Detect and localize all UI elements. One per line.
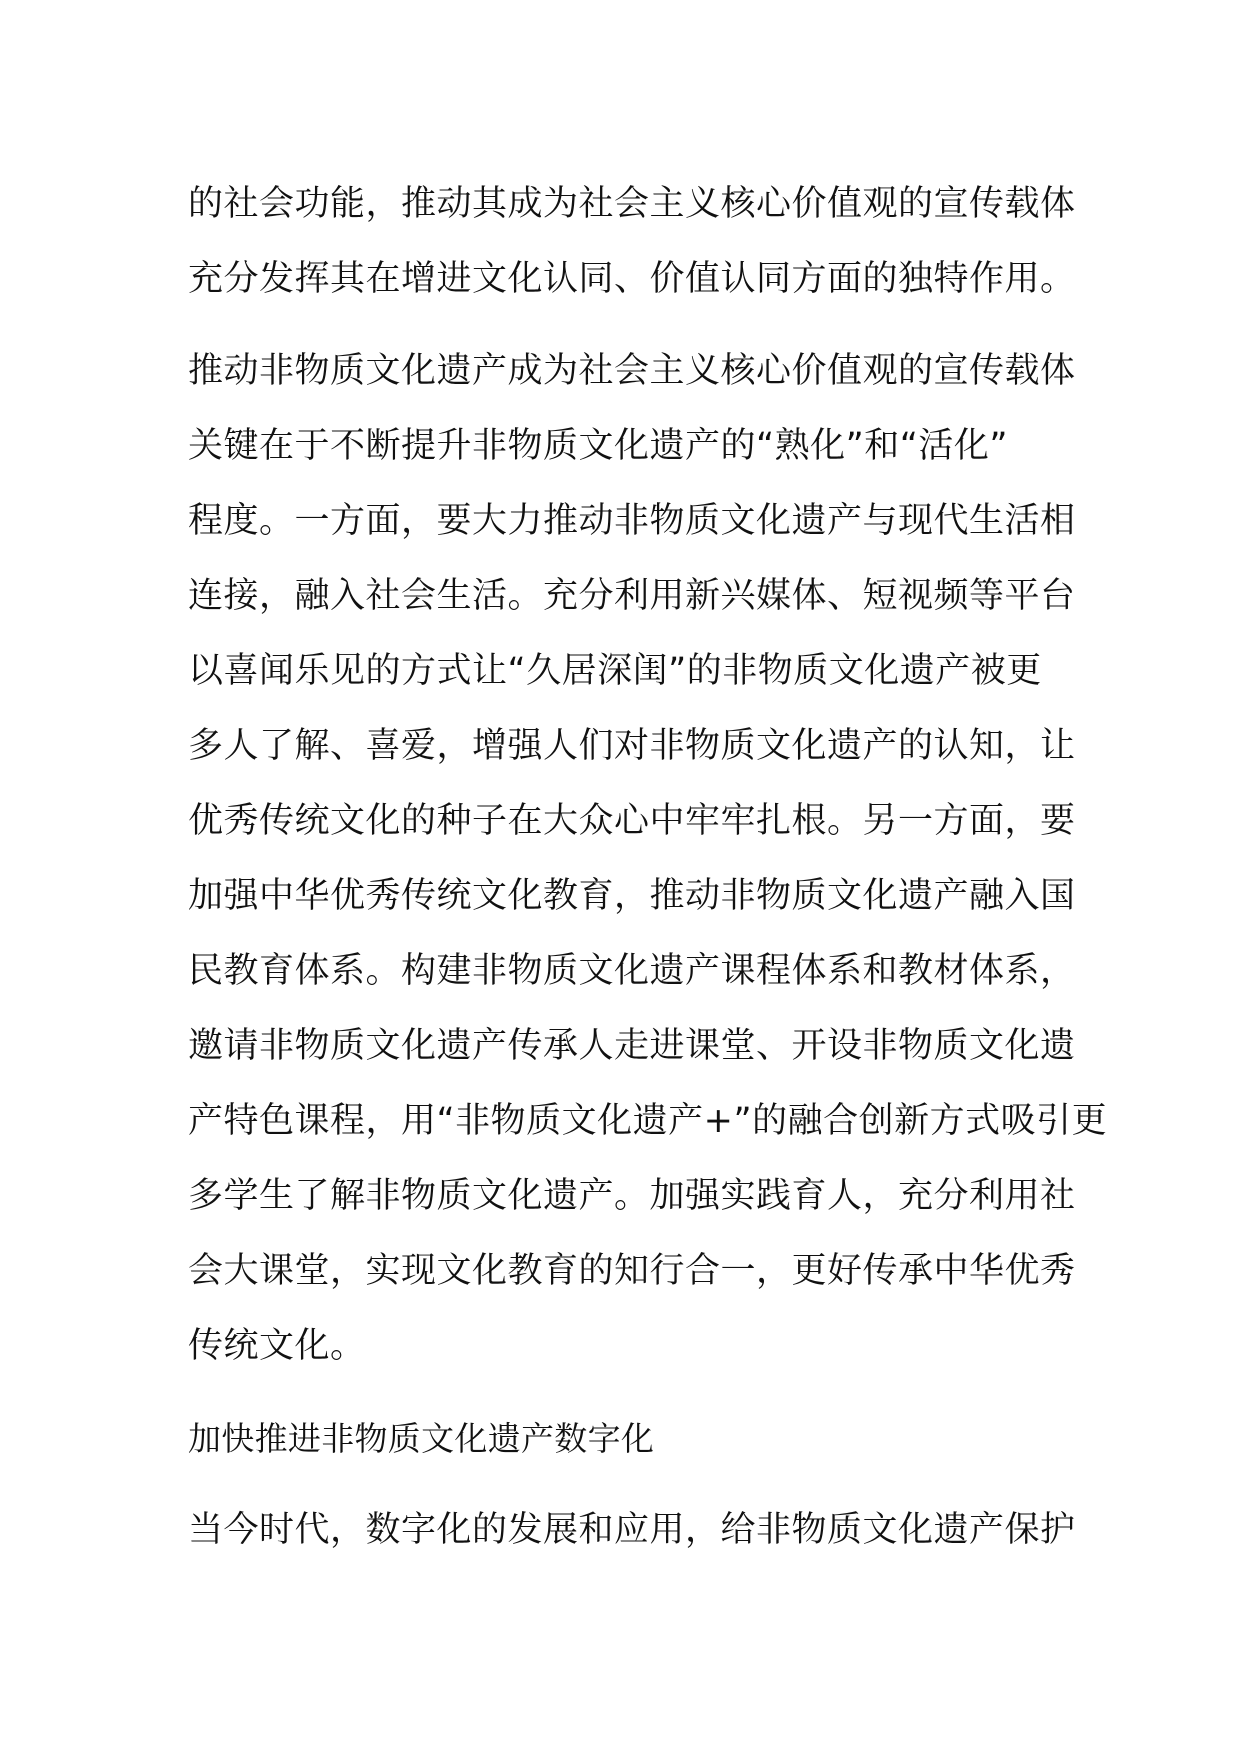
paragraph-line: 当今时代，数字化的发展和应用，给非物质文化遗产保护 — [188, 1510, 1076, 1550]
paragraph-line: 程度。一方面，要大力推动非物质文化遗产与现代生活相 — [188, 501, 1076, 541]
paragraph-line: 产特色课程，用“非物质文化遗产+”的融合创新方式吸引更 — [188, 1101, 1108, 1141]
paragraph-line: 关键在于不断提升非物质文化遗产的“熟化”和“活化” — [188, 426, 1009, 466]
paragraph-line: 充分发挥其在增进文化认同、价值认同方面的独特作用。 — [188, 259, 1076, 299]
paragraph-line: 以喜闻乐见的方式让“久居深闺”的非物质文化遗产被更 — [188, 651, 1042, 691]
paragraph-line: 推动非物质文化遗产成为社会主义核心价值观的宣传载体 — [188, 351, 1076, 391]
paragraph-line: 传统文化。 — [188, 1326, 366, 1366]
paragraph-line: 优秀传统文化的种子在大众心中牢牢扎根。另一方面，要 — [188, 801, 1076, 841]
section-heading: 加快推进非物质文化遗产数字化 — [188, 1419, 655, 1458]
document-body — [188, 167, 1108, 1568]
paragraph-line: 民教育体系。构建非物质文化遗产课程体系和教材体系， — [188, 951, 1076, 991]
paragraph-line: 的社会功能，推动其成为社会主义核心价值观的宣传载体 — [188, 184, 1076, 224]
paragraph-line: 加强中华优秀传统文化教育，推动非物质文化遗产融入国 — [188, 876, 1076, 916]
paragraph-spacer — [188, 1384, 1068, 1401]
paragraph-1 — [188, 167, 1076, 317]
paragraph-spacer — [188, 317, 1068, 334]
paragraph-3 — [188, 1493, 1076, 1568]
paragraph-line: 连接，融入社会生活。充分利用新兴媒体、短视频等平台 — [188, 576, 1076, 616]
paragraph-line: 邀请非物质文化遗产传承人走进课堂、开设非物质文化遗 — [188, 1026, 1076, 1066]
paragraph-line: 会大课堂，实现文化教育的知行合一，更好传承中华优秀 — [188, 1251, 1076, 1291]
paragraph-line: 多学生了解非物质文化遗产。加强实践育人，充分利用社 — [188, 1176, 1076, 1216]
paragraph-line: 多人了解、喜爱，增强人们对非物质文化遗产的认知，让 — [188, 726, 1076, 766]
paragraph-spacer — [188, 1476, 1068, 1493]
paragraph-2 — [188, 334, 1108, 1384]
